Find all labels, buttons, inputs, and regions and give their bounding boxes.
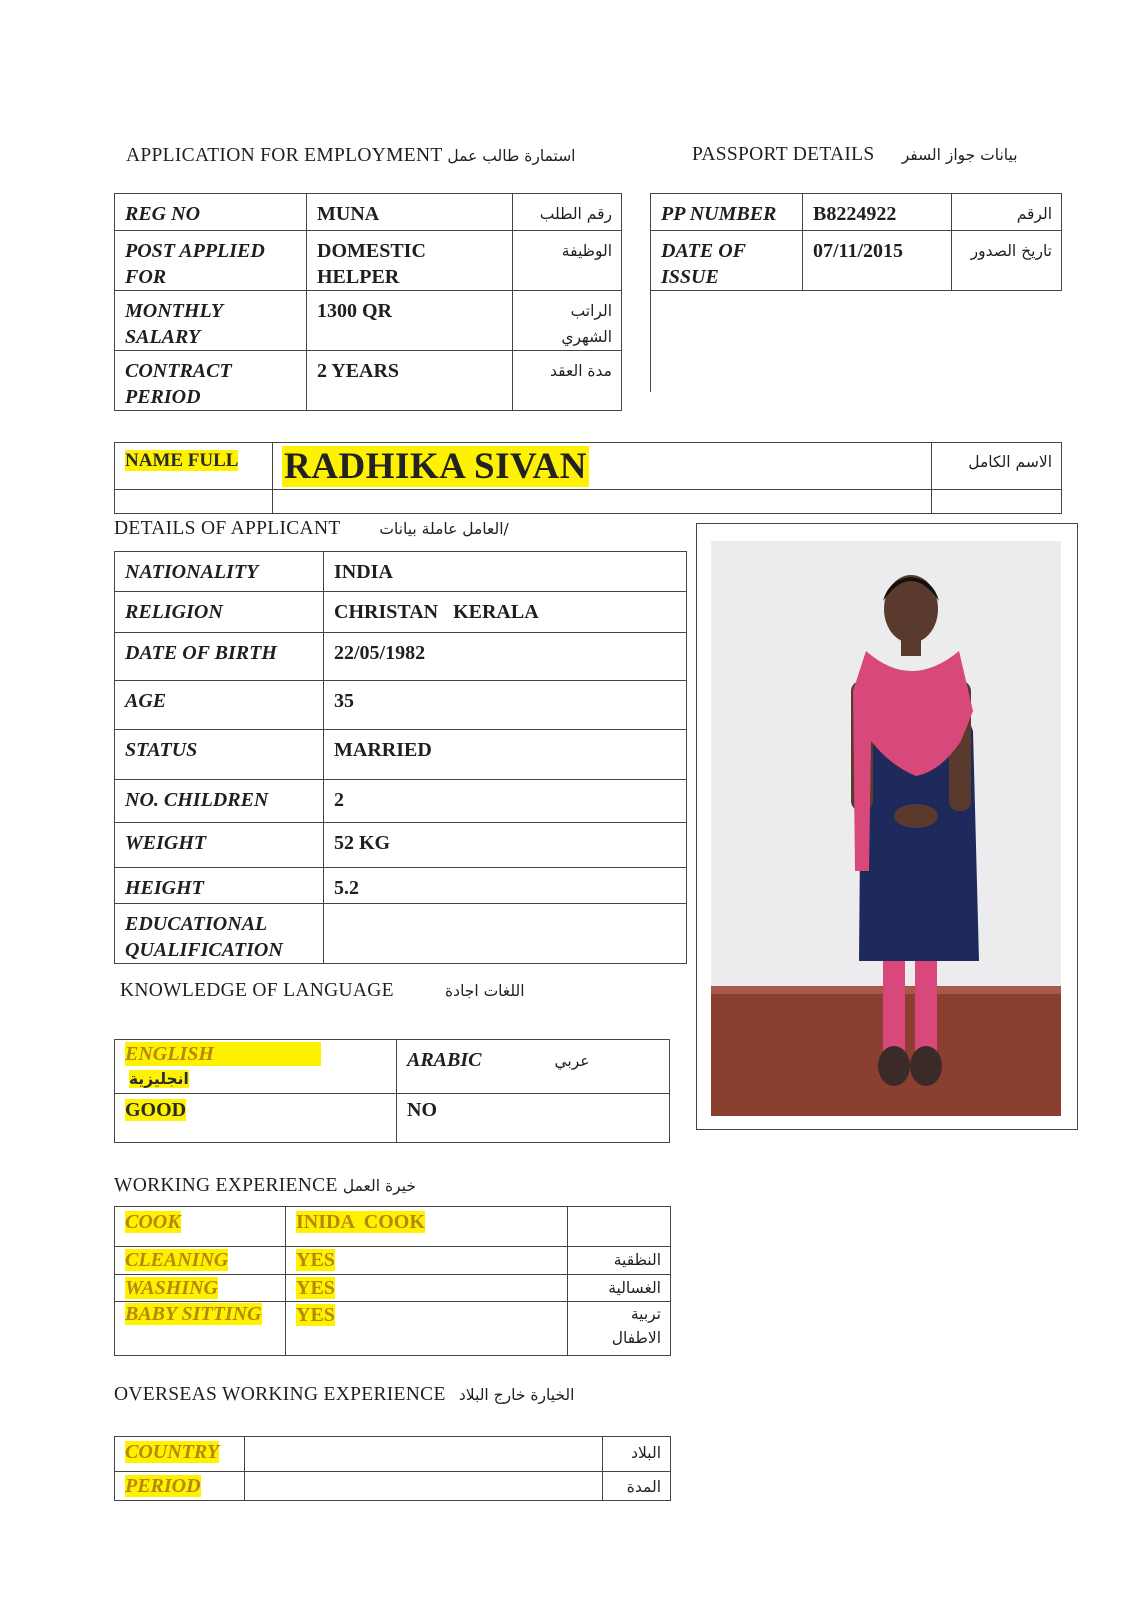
applicant-heading-en: DETAILS OF APPLICANT — [114, 518, 341, 539]
babysitting-value: YES — [296, 1304, 335, 1326]
table-row — [115, 1040, 670, 1094]
cleaning-label: CLEANING — [125, 1249, 229, 1271]
period-label-cell — [115, 1472, 245, 1501]
language-heading — [120, 980, 525, 1002]
religion-value: CHRISTAN KERALA — [324, 592, 687, 633]
weight-value: 52 KG — [324, 823, 687, 868]
name-value-cell — [273, 443, 932, 490]
table-row — [651, 194, 1062, 231]
contract-ar: مدة العقد — [513, 351, 622, 411]
table-row — [115, 681, 687, 730]
language-heading-ar1: اللغات — [483, 982, 525, 1000]
period-ar: المدة — [603, 1472, 671, 1501]
full-name: RADHIKA SIVAN — [284, 446, 587, 487]
washing-label-cell — [115, 1275, 286, 1302]
english-level: GOOD — [125, 1099, 187, 1121]
cook-label: COOK — [125, 1211, 181, 1233]
passport-table — [650, 193, 1062, 291]
washing-value-cell — [286, 1275, 568, 1302]
contract-label: CONTRACT PERIOD — [115, 351, 307, 411]
overseas-table — [114, 1436, 671, 1501]
experience-heading — [114, 1175, 416, 1197]
cleaning-label-cell — [115, 1247, 286, 1275]
washing-value: YES — [296, 1277, 335, 1299]
washing-label: WASHING — [125, 1277, 218, 1299]
table-row — [115, 231, 622, 291]
overseas-heading-en: OVERSEAS WORKING EXPERIENCE — [114, 1384, 446, 1405]
name-table — [114, 442, 1062, 514]
cook-ar — [568, 1207, 671, 1247]
salary-value: 1300 QR — [307, 291, 513, 351]
overseas-heading — [114, 1384, 574, 1406]
babysitting-value-cell — [286, 1302, 568, 1356]
applicant-heading-ar2: عاملة بيانات/ — [379, 520, 509, 538]
passport-heading-en: PASSPORT DETAILS — [692, 144, 875, 165]
status-value: MARRIED — [324, 730, 687, 780]
cleaning-value: YES — [296, 1249, 335, 1271]
application-heading-en: APPLICATION FOR EMPLOYMENT — [126, 145, 443, 166]
salary-ar: الراتب الشهري — [513, 291, 622, 351]
post-value: DOMESTIC HELPER — [307, 231, 513, 291]
period-value — [245, 1472, 603, 1501]
english-cell — [115, 1040, 397, 1094]
babysitting-ar: تربية الاطفال — [568, 1302, 671, 1356]
height-label: HEIGHT — [115, 868, 324, 904]
application-heading-ar: استمارة طالب عمل — [447, 147, 576, 165]
arabic-cell — [397, 1040, 670, 1094]
period-label: PERIOD — [125, 1475, 201, 1497]
table-row — [115, 1302, 671, 1356]
overseas-heading-ar: الخيارة خارج البلاد — [458, 1386, 575, 1404]
table-row — [115, 1207, 671, 1247]
education-value — [324, 904, 687, 964]
experience-heading-ar: خيرة العمل — [342, 1177, 416, 1195]
table-row — [115, 904, 687, 964]
education-label: EDUCATIONAL QUALIFICATION — [115, 904, 324, 964]
language-heading-ar2: اجادة — [445, 982, 479, 1000]
applicant-photo — [711, 541, 1061, 1116]
contract-value: 2 YEARS — [307, 351, 513, 411]
reg-no-label: REG NO — [115, 194, 307, 231]
arabic-ar: عربي — [554, 1052, 590, 1070]
details-table — [114, 551, 687, 964]
country-value — [245, 1437, 603, 1472]
table-row — [115, 552, 687, 592]
washing-ar: الغسالية — [568, 1275, 671, 1302]
table-row — [651, 231, 1062, 291]
table-row — [115, 1094, 670, 1143]
table-row — [115, 351, 622, 411]
name-label: NAME FULL — [125, 450, 239, 471]
nationality-label: NATIONALITY — [115, 552, 324, 592]
table-row — [115, 194, 622, 231]
pp-number-ar: الرقم — [952, 194, 1062, 231]
country-label-cell — [115, 1437, 245, 1472]
experience-table — [114, 1206, 671, 1356]
issue-date-value: 07/11/2015 — [803, 231, 952, 291]
cook-value: INIDA COOK — [296, 1211, 425, 1233]
name-label-cell — [115, 443, 273, 490]
table-row — [115, 443, 1062, 490]
empty-cell — [273, 490, 932, 514]
application-table — [114, 193, 622, 411]
issue-date-ar: تاريخ الصدور — [952, 231, 1062, 291]
table-row — [115, 592, 687, 633]
height-value: 5.2 — [324, 868, 687, 904]
english-label: ENGLISH — [125, 1042, 321, 1066]
country-label: COUNTRY — [125, 1441, 220, 1463]
dob-label: DATE OF BIRTH — [115, 633, 324, 681]
applicant-heading-ar1: العامل — [462, 520, 504, 538]
empty-cell — [115, 490, 273, 514]
weight-label: WEIGHT — [115, 823, 324, 868]
pp-number-value: B8224922 — [803, 194, 952, 231]
cleaning-value-cell — [286, 1247, 568, 1275]
arabic-level: NO — [397, 1094, 670, 1143]
salary-label: MONTHLY SALARY — [115, 291, 307, 351]
age-label: AGE — [115, 681, 324, 730]
reg-no-ar: رقم الطلب — [513, 194, 622, 231]
children-value: 2 — [324, 780, 687, 823]
language-table — [114, 1039, 670, 1143]
post-label: POST APPLIED FOR — [115, 231, 307, 291]
table-row — [115, 490, 1062, 514]
nationality-value: INDIA — [324, 552, 687, 592]
table-row — [115, 780, 687, 823]
table-row — [115, 730, 687, 780]
country-ar: البلاد — [603, 1437, 671, 1472]
pp-number-label: PP NUMBER — [651, 194, 803, 231]
table-row — [115, 1247, 671, 1275]
table-row — [115, 633, 687, 681]
post-ar: الوظيفة — [513, 231, 622, 291]
name-ar: الاسم الكامل — [932, 443, 1062, 490]
issue-date-label: DATE OF ISSUE — [651, 231, 803, 291]
religion-label: RELIGION — [115, 592, 324, 633]
table-row — [115, 1275, 671, 1302]
english-level-cell — [115, 1094, 397, 1143]
empty-cell — [932, 490, 1062, 514]
applicant-photo-frame — [696, 523, 1078, 1130]
babysitting-label: BABY SITTING — [125, 1303, 262, 1325]
babysitting-label-cell — [115, 1302, 286, 1356]
cleaning-ar: النظقية — [568, 1247, 671, 1275]
reg-no-value: MUNA — [307, 194, 513, 231]
arabic-label: ARABIC — [407, 1049, 482, 1071]
cook-label-cell — [115, 1207, 286, 1247]
status-label: STATUS — [115, 730, 324, 780]
table-row — [115, 868, 687, 904]
experience-heading-en: WORKING EXPERIENCE — [114, 1175, 338, 1196]
applicant-heading — [114, 518, 509, 540]
table-row — [115, 1437, 671, 1472]
language-heading-en: KNOWLEDGE OF LANGUAGE — [120, 980, 394, 1001]
dob-value: 22/05/1982 — [324, 633, 687, 681]
passport-heading — [692, 144, 1018, 166]
children-label: NO. CHILDREN — [115, 780, 324, 823]
table-row — [115, 1472, 671, 1501]
age-value: 35 — [324, 681, 687, 730]
english-ar: انجليزية — [129, 1070, 189, 1088]
table-row — [115, 291, 622, 351]
passport-divider-line — [650, 284, 651, 392]
passport-heading-ar: بيانات جواز السفر — [901, 146, 1018, 164]
cook-value-cell — [286, 1207, 568, 1247]
table-row — [115, 823, 687, 868]
applicant-photo-illustration — [711, 541, 1061, 1116]
application-heading — [126, 145, 576, 167]
